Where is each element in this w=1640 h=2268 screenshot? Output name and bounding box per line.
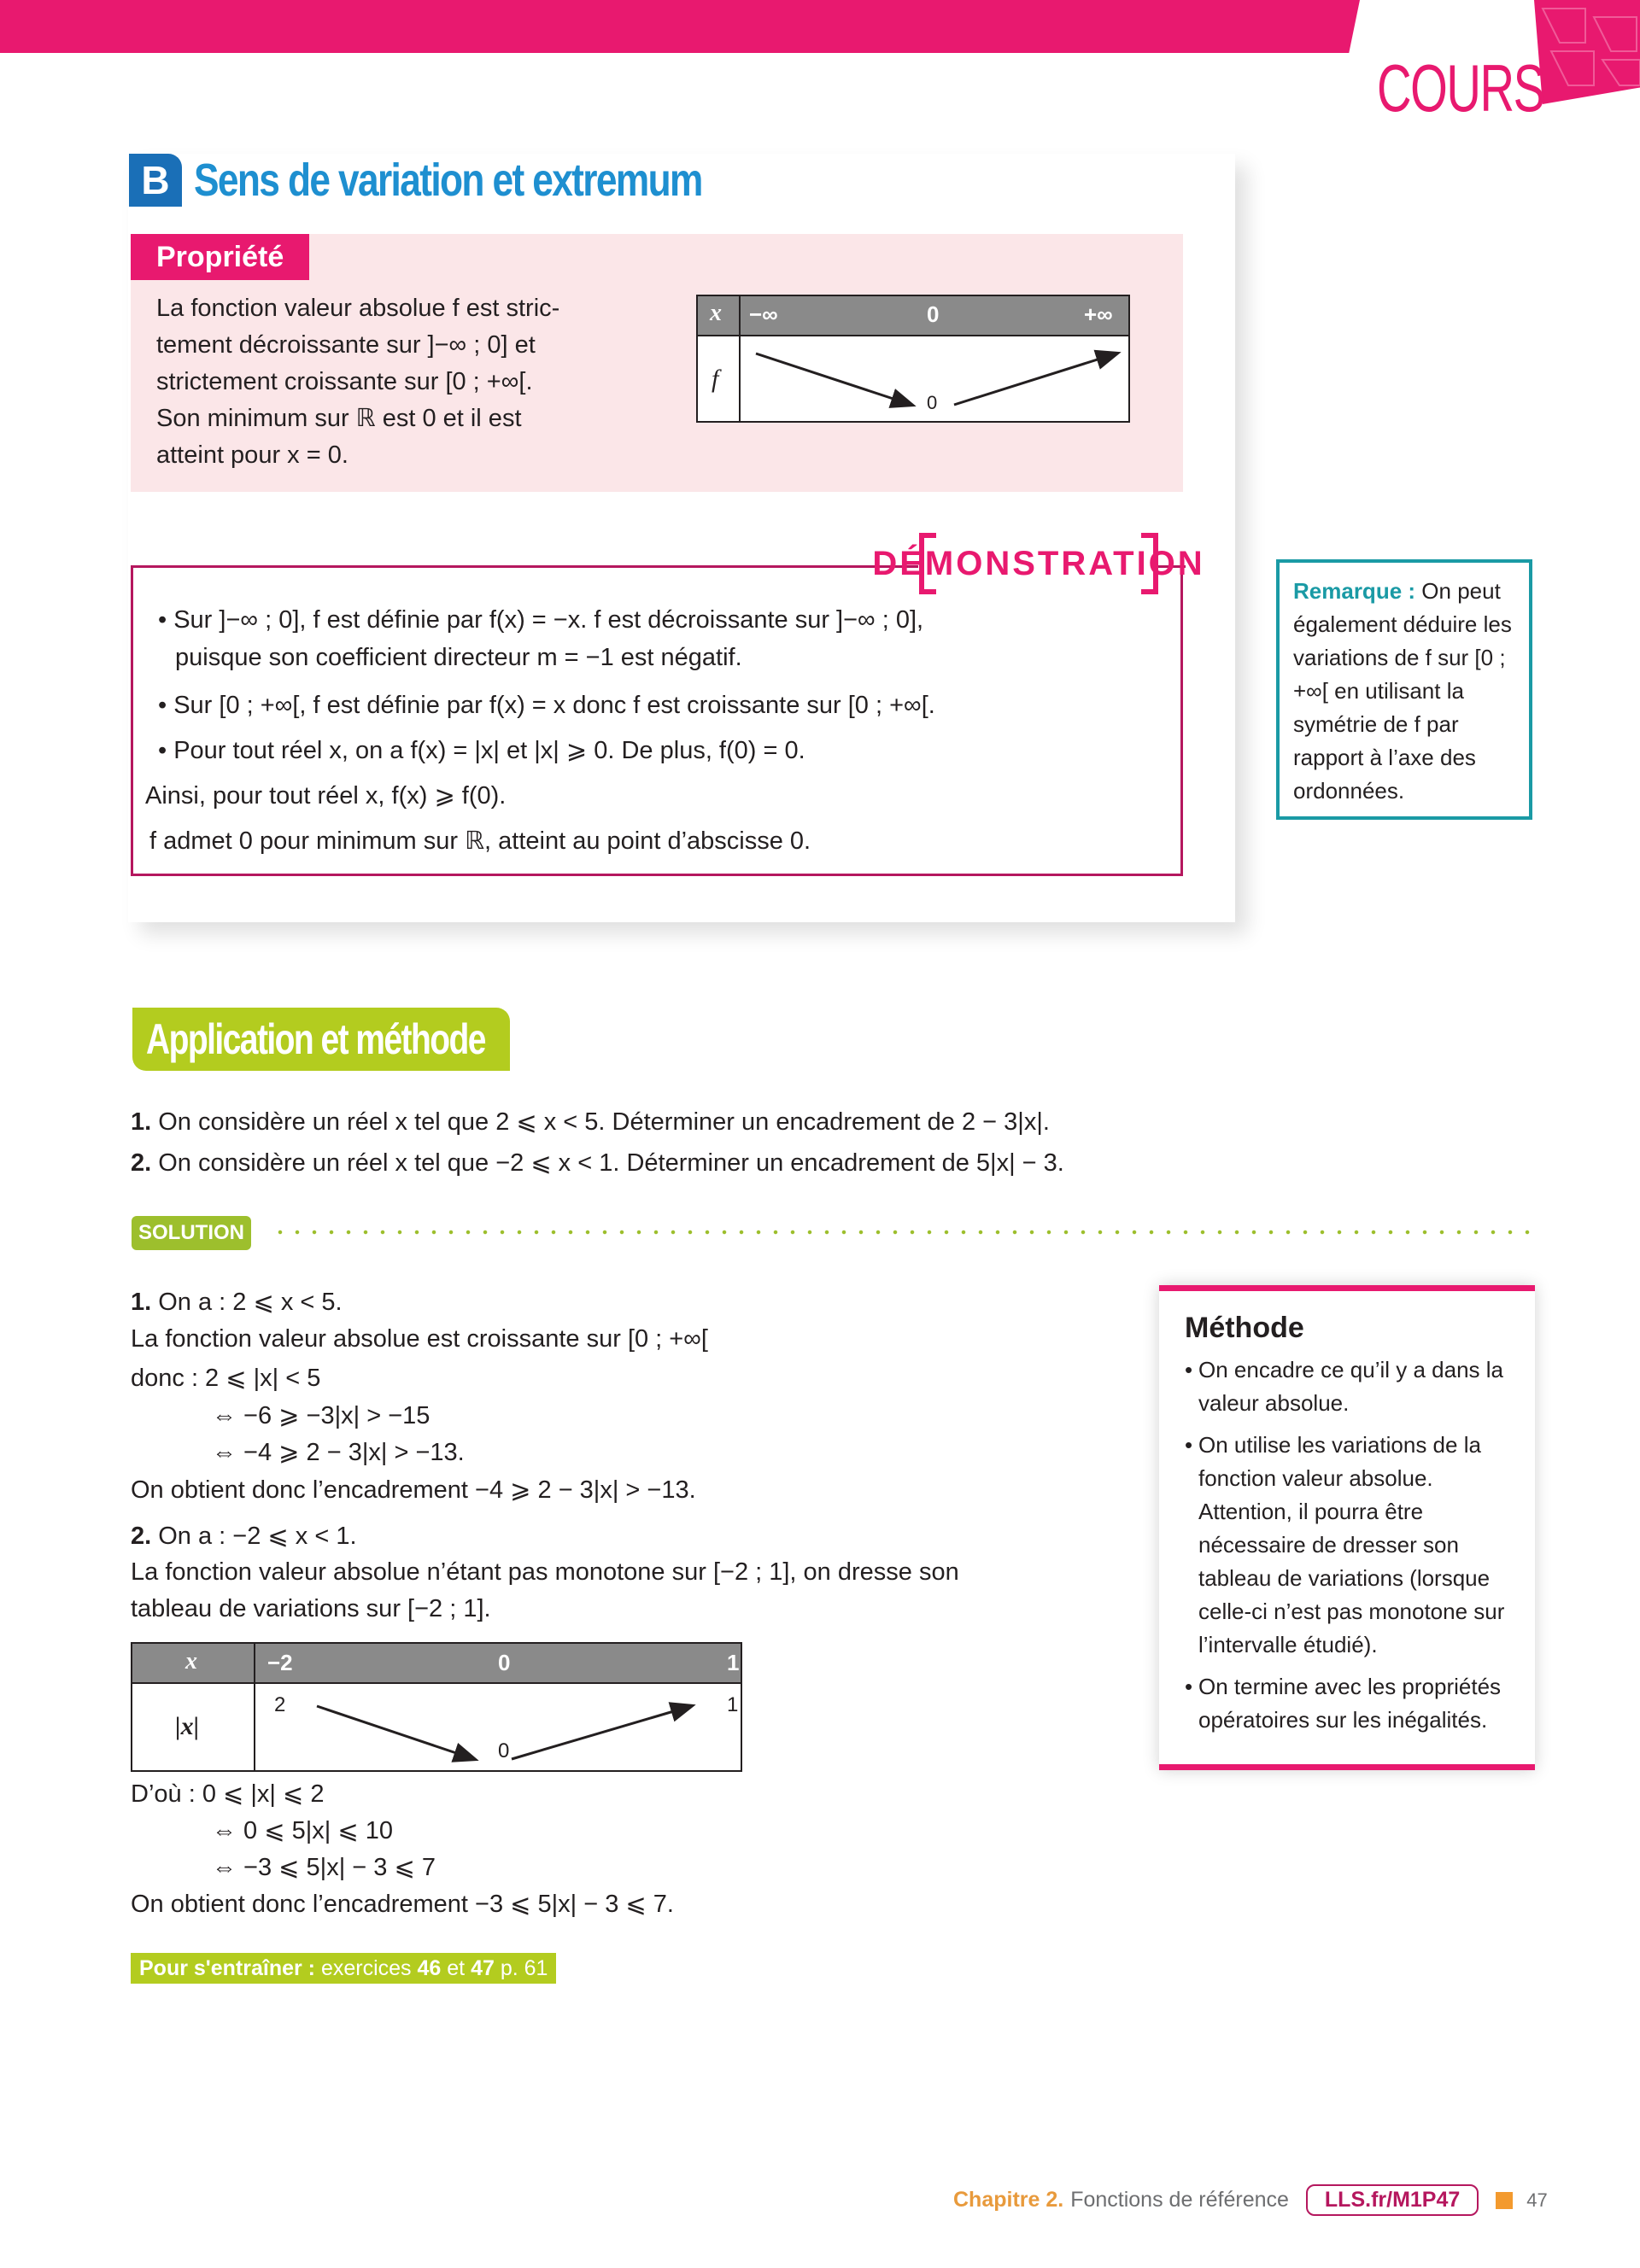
property-line: atteint pour x = 0.	[156, 441, 348, 469]
page-number: 47	[1526, 2189, 1548, 2211]
training-link[interactable]: Pour s'entraîner : exercices 46 et 47 p. 61	[131, 1953, 556, 1984]
question-2	[131, 1148, 1064, 1178]
property-line: tement décroissante sur ]−∞ ; 0] et	[156, 331, 536, 359]
solution-2-line: tableau de variations sur [−2 ; 1].	[131, 1595, 491, 1622]
remark-text: On peut également déduire les variations de f sur [0 ; +∞[ en utilisant la symétrie de f par rapport à l’axe des ordonnées.	[1293, 578, 1512, 804]
corner-pattern-decoration	[1534, 0, 1640, 104]
cours-label: COURS	[1377, 50, 1544, 126]
x-value-end: 1	[727, 1650, 740, 1675]
question-text: On considère un réel x tel que −2 ⩽ x < 1. Déterminer un encadrement de 5|x| − 3.	[158, 1149, 1064, 1177]
application-tag: Application et méthode	[132, 1008, 510, 1071]
dotted-separator	[272, 1230, 1536, 1235]
demo-line: • Pour tout réel x, on a f(x) = |x| et |x| ⩾ 0. De plus, f(0) = 0.	[158, 737, 805, 764]
lls-link[interactable]: LLS.fr/M1P47	[1306, 2184, 1479, 2216]
solution-1-line: On obtient donc l’encadrement −4 ⩾ 2 − 3|x| > −13.	[131, 1476, 696, 1504]
f-min-value: 0	[927, 392, 938, 413]
solution-1-line: 1. On a : 2 ⩽ x < 5.	[131, 1289, 343, 1316]
question-text: On considère un réel x tel que 2 ⩽ x < 5. Déterminer un encadrement de 2 − 3|x|.	[158, 1108, 1050, 1136]
variation-arrows	[741, 336, 1130, 423]
exercise-number[interactable]: 46	[417, 1955, 442, 1980]
variation-table-f	[696, 295, 1130, 423]
remark-box	[1276, 559, 1532, 820]
variation-table-abs	[131, 1642, 742, 1772]
variation-table-header	[132, 1644, 741, 1682]
solution-2-line: D’où : 0 ⩽ |x| ⩽ 2	[131, 1780, 325, 1808]
abs-value-min: 0	[498, 1739, 510, 1762]
section-title: Sens de variation et extremum	[194, 155, 702, 206]
solution-2-line: On obtient donc l’encadrement −3 ⩽ 5|x| − 3 ⩽ 7.	[131, 1891, 674, 1918]
x-value-start: −2	[267, 1650, 293, 1675]
x-label: x	[710, 300, 722, 326]
x-value-zero: 0	[498, 1650, 511, 1675]
demo-line: • Sur [0 ; +∞[, f est définie par f(x) = x donc f est croissante sur [0 ; +∞[.	[158, 692, 935, 719]
chapter-title: Fonctions de référence	[1070, 2188, 1289, 2212]
question-number: 1.	[131, 1108, 152, 1136]
property-line: La fonction valeur absolue f est stric-	[156, 295, 560, 322]
method-title: Méthode	[1185, 1312, 1304, 1344]
solution-2-line: ⇔ −3 ⩽ 5|x| − 3 ⩽ 7	[212, 1854, 436, 1881]
f-label: f	[712, 365, 719, 393]
demonstration-border-top	[131, 565, 918, 568]
variation-arrows	[255, 1684, 742, 1772]
demo-line: f admet 0 pour minimum sur ℝ, atteint au point d’abscisse 0.	[149, 827, 811, 855]
solution-1-line: ⇔ −4 ⩾ 2 − 3|x| > −13.	[212, 1439, 465, 1466]
method-item: • On termine avec les propriétés opératoires sur les inégalités.	[1185, 1670, 1509, 1737]
property-tag: Propriété	[131, 234, 309, 280]
method-box	[1159, 1285, 1535, 1770]
solution-tag: SOLUTION	[132, 1216, 251, 1250]
orange-square-icon	[1496, 2192, 1513, 2209]
question-1	[131, 1107, 1050, 1137]
abs-value-start: 2	[274, 1693, 286, 1716]
abs-value-end: 1	[727, 1693, 739, 1716]
demo-line: puisque son coefficient directeur m = −1 est négatif.	[175, 644, 742, 671]
abs-x-label: |x|	[175, 1712, 200, 1740]
method-item: • On utilise les variations de la fonction valeur absolue. Attention, il pourra être nécessaire de dresser son tableau de variations (lorsque celle-ci n’est pas monotone sur l’intervalle étudié).	[1185, 1429, 1509, 1662]
solution-2-line: 2. On a : −2 ⩽ x < 1.	[131, 1523, 357, 1550]
demo-line: Ainsi, pour tout réel x, f(x) ⩾ f(0).	[145, 782, 507, 810]
chapter-number: Chapitre 2.	[953, 2188, 1064, 2212]
x-value-plus-inf: +∞	[1084, 301, 1113, 327]
question-number: 2.	[131, 1149, 152, 1177]
exercise-number[interactable]: 47	[471, 1955, 495, 1980]
top-banner	[0, 0, 1360, 53]
solution-2-line: ⇔ 0 ⩽ 5|x| ⩽ 10	[212, 1817, 393, 1844]
property-text	[156, 290, 635, 474]
remark-title: Remarque :	[1293, 578, 1416, 604]
solution-1-line: La fonction valeur absolue est croissante sur [0 ; +∞[	[131, 1325, 708, 1353]
demonstration-tag: DÉMONSTRATION	[919, 533, 1158, 594]
method-list	[1185, 1353, 1509, 1737]
page-footer	[953, 2184, 1548, 2216]
solution-1-line: ⇔ −6 ⩾ −3|x| > −15	[212, 1402, 430, 1429]
x-value-zero: 0	[927, 301, 940, 327]
training-label: Pour s'entraîner :	[139, 1955, 315, 1980]
property-line: Son minimum sur ℝ est 0 et il est	[156, 405, 522, 432]
section-letter-badge: B	[129, 154, 182, 207]
demo-line: • Sur ]−∞ ; 0], f est définie par f(x) = −x. f est décroissante sur ]−∞ ; 0],	[158, 606, 924, 634]
demonstration-text	[145, 601, 1166, 868]
property-box	[131, 234, 1183, 492]
section-heading	[129, 154, 813, 207]
x-label: x	[185, 1648, 197, 1675]
solution-1-line: donc : 2 ⩽ |x| < 5	[131, 1365, 321, 1392]
x-value-minus-inf: −∞	[749, 301, 778, 327]
method-item: • On encadre ce qu’il y a dans la valeur absolue.	[1185, 1353, 1509, 1420]
solution-2-line: La fonction valeur absolue n’étant pas monotone sur [−2 ; 1], on dresse son	[131, 1558, 959, 1586]
property-line: strictement croissante sur [0 ; +∞[.	[156, 368, 533, 395]
